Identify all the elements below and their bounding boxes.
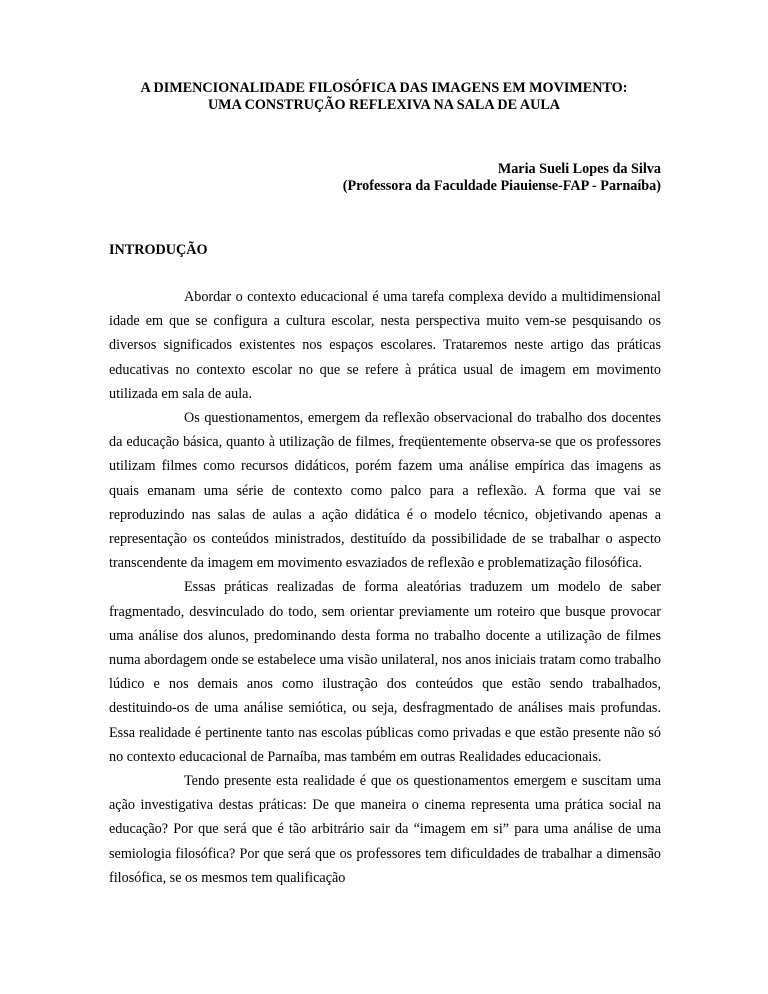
body-text: [109, 285, 661, 890]
section-heading: INTRODUÇÃO: [109, 242, 208, 258]
title-line-2: UMA CONSTRUÇÃO REFLEXIVA NA SALA DE AULA: [207, 97, 561, 113]
title-line-1: A DIMENCIONALIDADE FILOSÓFICA DAS IMAGENS EM MOVIMENTO:: [140, 80, 628, 96]
author-affiliation: (Professora da Faculdade Piauiense-FAP - Parnaíba): [342, 178, 661, 194]
paragraph-4: Tendo presente esta realidade é que os questionamentos emergem e suscitam uma ação investigativa destas práticas: De que maneira o cinema representa uma prática social na educação? Por que será que é tão arbitrário sair da “imagem em si” para uma análise de uma semiologia filosófica? Por que será que os professores tem dificuldades de trabalhar a dimensão filosófica, se os mesmos tem qualificação: [109, 773, 661, 886]
paragraph-3: Essas práticas realizadas de forma aleatórias traduzem um modelo de saber fragmentado, desvinculado do todo, sem orientar previamente um roteiro que busque provocar uma análise dos alunos, predominando desta forma no trabalho docente a utilização de filmes numa abordagem onde se estabelece uma visão unilateral, nos anos iniciais tratam como trabalho lúdico e nos demais anos como ilustração dos conteúdos que estão sendo trabalhados, destituindo-os de uma análise semiótica, ou seja, desfragmentado de análises mais profundas. Essa realidade é pertinente tanto nas escolas públicas como privadas e que estão presente não só no contexto educacional de Parnaíba, mas também em outras Realidades educacionais.: [109, 579, 661, 765]
paragraph-2: Os questionamentos, emergem da reflexão observacional do trabalho dos docentes da educação básica, quanto à utilização de filmes, freqüentemente observa-se que os professores utilizam filmes como recursos didáticos, porém fazem uma análise empírica das imagens as quais emanam uma série de contexto como palco para a reflexão. A forma que vai se reproduzindo nas salas de aulas a ação didática é o modelo técnico, objetivando apenas a representação os conteúdos ministrados, destituído da possibilidade de se trabalhar o aspecto transcendente da imagem em movimento esvaziados de reflexão e problematização filosófica.: [109, 410, 661, 572]
author-name: Maria Sueli Lopes da Silva: [497, 161, 661, 177]
paragraph-1: Abordar o contexto educacional é uma tarefa complexa devido a multidimensional idade em que se configura a cultura escolar, nesta perspectiva muito vem-se pesquisando os diversos significados existentes nos espaços escolares. Trataremos neste artigo das práticas educativas no contexto escolar no que se refere à prática usual de imagem em movimento utilizada em sala de aula.: [109, 289, 661, 402]
